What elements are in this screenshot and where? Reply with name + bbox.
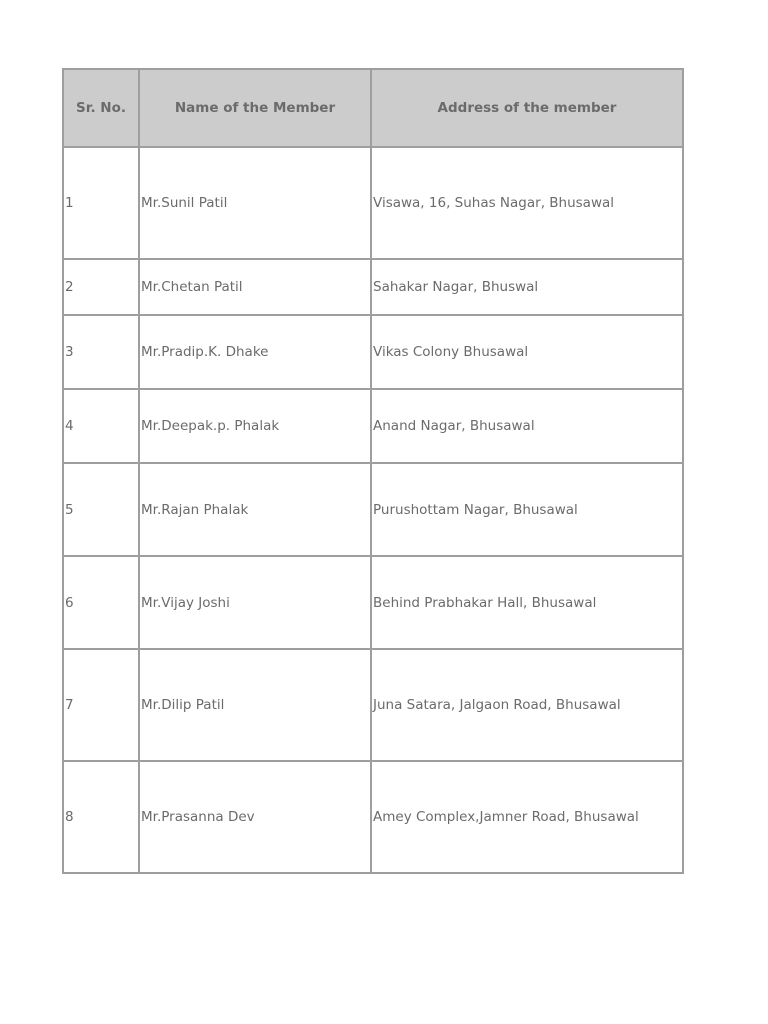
cell-member-address: Behind Prabhakar Hall, Bhusawal bbox=[371, 556, 683, 649]
cell-member-address: Vikas Colony Bhusawal bbox=[371, 315, 683, 389]
table-row bbox=[63, 649, 683, 761]
cell-member-name: Mr.Pradip.K. Dhake bbox=[139, 315, 371, 389]
table-row bbox=[63, 389, 683, 463]
cell-sr-no: 8 bbox=[63, 761, 139, 873]
cell-sr-no: 1 bbox=[63, 147, 139, 259]
cell-sr-no: 5 bbox=[63, 463, 139, 556]
members-table bbox=[62, 68, 684, 874]
cell-member-name: Mr.Sunil Patil bbox=[139, 147, 371, 259]
table-row bbox=[63, 315, 683, 389]
cell-sr-no: 6 bbox=[63, 556, 139, 649]
cell-member-name: Mr.Rajan Phalak bbox=[139, 463, 371, 556]
table-header-row bbox=[63, 69, 683, 147]
cell-member-address: Anand Nagar, Bhusawal bbox=[371, 389, 683, 463]
cell-member-name: Mr.Deepak.p. Phalak bbox=[139, 389, 371, 463]
header-member-address: Address of the member bbox=[371, 69, 683, 147]
table-row bbox=[63, 147, 683, 259]
table-row bbox=[63, 761, 683, 873]
cell-member-name: Mr.Vijay Joshi bbox=[139, 556, 371, 649]
cell-member-name: Mr.Chetan Patil bbox=[139, 259, 371, 315]
cell-member-address: Sahakar Nagar, Bhuswal bbox=[371, 259, 683, 315]
table-row bbox=[63, 463, 683, 556]
cell-sr-no: 4 bbox=[63, 389, 139, 463]
table-row bbox=[63, 556, 683, 649]
header-member-name: Name of the Member bbox=[139, 69, 371, 147]
cell-member-address: Juna Satara, Jalgaon Road, Bhusawal bbox=[371, 649, 683, 761]
cell-member-address: Visawa, 16, Suhas Nagar, Bhusawal bbox=[371, 147, 683, 259]
header-sr-no: Sr. No. bbox=[63, 69, 139, 147]
cell-member-name: Mr.Prasanna Dev bbox=[139, 761, 371, 873]
cell-sr-no: 7 bbox=[63, 649, 139, 761]
cell-member-name: Mr.Dilip Patil bbox=[139, 649, 371, 761]
members-table-container bbox=[62, 68, 682, 874]
cell-sr-no: 2 bbox=[63, 259, 139, 315]
cell-member-address: Amey Complex,Jamner Road, Bhusawal bbox=[371, 761, 683, 873]
cell-member-address: Purushottam Nagar, Bhusawal bbox=[371, 463, 683, 556]
cell-sr-no: 3 bbox=[63, 315, 139, 389]
table-row bbox=[63, 259, 683, 315]
